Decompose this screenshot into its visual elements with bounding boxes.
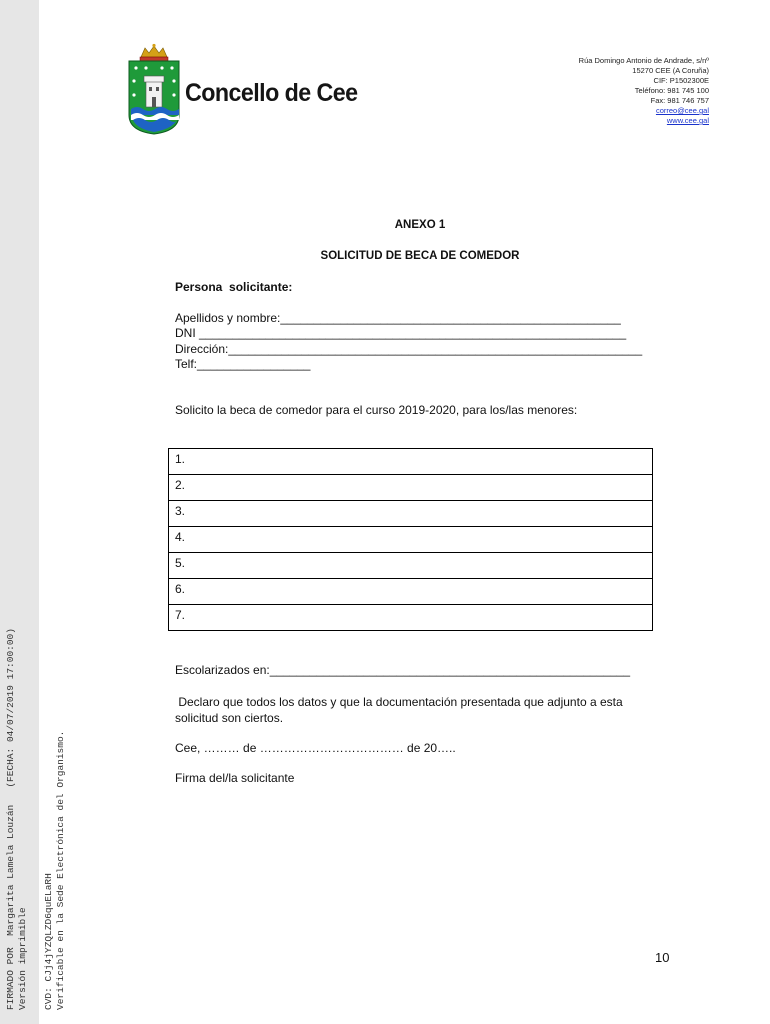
document-title: SOLICITUD DE BECA DE COMEDOR — [320, 250, 520, 262]
declaration-line2: solicitud son ciertos. — [175, 711, 284, 725]
name-field: Apellidos y nombre:___________________________________________________ — [175, 311, 621, 325]
annex-heading: ANEXO 1 — [394, 219, 446, 231]
address-line: Teléfono: 981 745 100 — [634, 86, 709, 95]
coat-of-arms-logo — [127, 43, 181, 135]
table-row: 7. — [175, 608, 186, 622]
signature-stamp-line4: Verificable en la Sede Electrónica del Organismo. — [55, 730, 66, 1010]
signature-label: Firma del/la solicitante — [175, 771, 295, 785]
table-row: 6. — [169, 579, 652, 605]
signature-stamp-line3: CVD: CJj4jYZQLZD6quELaRH — [43, 873, 54, 1010]
brand-name: Concello de Cee — [185, 79, 358, 107]
address-line: 15270 CEE (A Coruña) — [632, 66, 709, 75]
table-row: 5. — [169, 553, 652, 579]
declaration-line1: Declaro que todos los datos y que la documentación presentada que adjunto a esta — [175, 695, 623, 709]
section-heading: Persona solicitante: — [175, 280, 293, 294]
signature-stamp-line2: Versión imprimible — [17, 907, 28, 1010]
request-text: Solicito la beca de comedor para el curso 2019-2020, para los/las menores: — [175, 403, 578, 417]
web-link[interactable]: www.cee.gal — [666, 116, 709, 125]
address-line: CIF: P1502300E — [653, 76, 709, 85]
school-field: Escolarizados en:______________________________________________________ — [175, 663, 631, 677]
address-line: Rúa Domingo Antonio de Andrade, s/nº — [578, 56, 709, 65]
phone-field: Telf:_________________ — [175, 357, 311, 371]
address-field: Dirección:______________________________________________________________ — [175, 342, 643, 356]
address-block — [579, 56, 709, 126]
address-line: Fax: 981 746 757 — [650, 96, 709, 105]
page-number: 10 — [655, 950, 670, 965]
table-row: 2. — [169, 475, 652, 501]
table-row: 4. — [169, 527, 652, 553]
email-link[interactable]: correo@cee.gal — [655, 106, 709, 115]
place-date-line: Cee, ……… de ……………………………… de 20….. — [175, 741, 456, 755]
table-row: 1. — [169, 449, 652, 475]
table-row: 3. — [169, 501, 652, 527]
signature-stamp-line1: FIRMADO POR Margarita Lamela Louzán (FECHA: 04/07/2019 17:00:00) — [5, 628, 16, 1010]
minors-table — [168, 448, 653, 631]
dni-field: DNI ________________________________________________________________ — [175, 326, 627, 340]
